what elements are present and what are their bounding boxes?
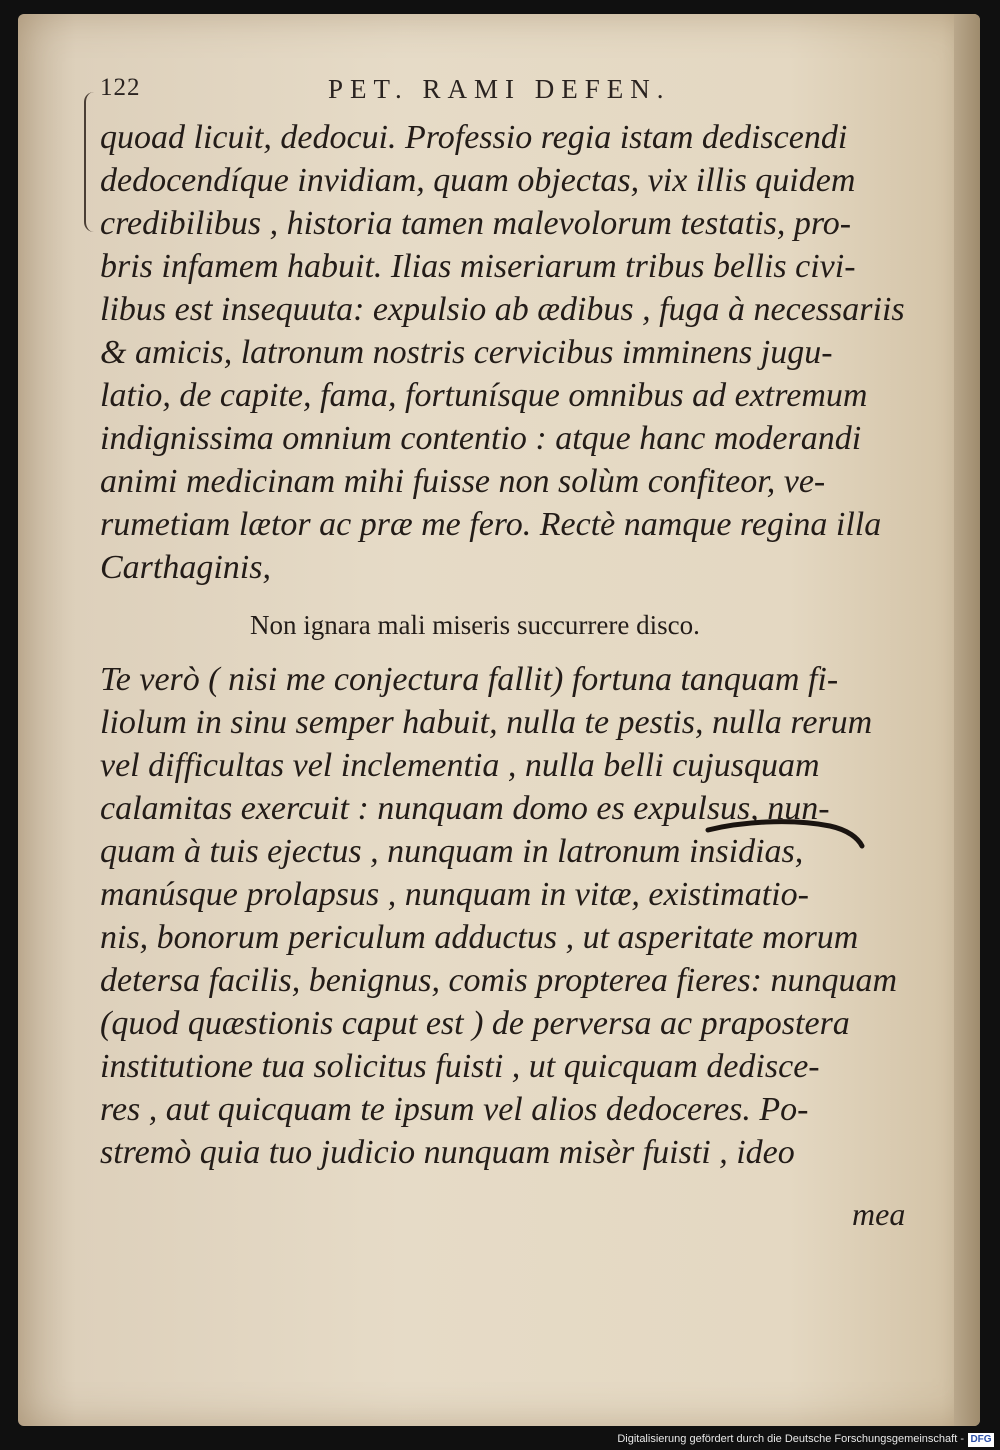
catchword: mea xyxy=(852,1196,906,1232)
text-line: Carthaginis, xyxy=(100,549,271,586)
text-line: dedocendíque invidiam, quam objectas, vix illis quidem xyxy=(100,162,856,199)
page-edge xyxy=(954,14,980,1426)
page-number: 122 xyxy=(100,74,141,101)
text-line: (quod quæstionis caput est ) de perversa ac prapostera xyxy=(100,1005,850,1042)
text-line: calamitas exercuit : nunquam domo es expulsus, nun- xyxy=(100,790,830,827)
footer-credit: Digitalisierung gefördert durch die Deutsche Forschungsgemeinschaft - xyxy=(617,1433,964,1445)
running-head: PET. RAMI DEFEN. xyxy=(328,74,671,104)
footer-bar xyxy=(0,1430,1000,1450)
text-line: stremò quia tuo judicio nunquam misèr fuisti , ideo xyxy=(100,1134,795,1171)
text-line: manúsque prolapsus , nunquam in vitæ, existimatio- xyxy=(100,876,809,913)
text-line: libus est insequuta: expulsio ab ædibus , fuga à necessariis xyxy=(100,291,905,328)
text-line: & amicis, latronum nostris cervicibus imminens jugu- xyxy=(100,334,833,371)
text-line: quoad licuit, dedocui. Professio regia istam dediscendi xyxy=(100,119,848,156)
text-line: res , aut quicquam te ipsum vel alios dedoceres. Po- xyxy=(100,1091,809,1128)
text-line: Te verò ( nisi me conjectura fallit) fortuna tanquam fi- xyxy=(100,661,839,698)
text-line: liolum in sinu semper habuit, nulla te pestis, nulla rerum xyxy=(100,704,873,741)
text-line: nis, bonorum periculum adductus , ut asperitate morum xyxy=(100,919,859,956)
text-line: vel difficultas vel inclementia , nulla belli cujusquam xyxy=(100,747,820,784)
dfg-logo-icon: DFG xyxy=(968,1433,994,1447)
text-line: detersa facilis, benignus, comis propterea fieres: nunquam xyxy=(100,962,898,999)
text-line: institutione tua solicitus fuisti , ut quicquam dedisce- xyxy=(100,1048,820,1085)
ink-strikethrough-mark xyxy=(700,808,870,858)
text-line: latio, de capite, fama, fortunísque omnibus ad extremum xyxy=(100,377,868,414)
text-block-upper xyxy=(100,116,930,589)
text-line: indignissima omnium contentio : atque hanc moderandi xyxy=(100,420,862,457)
text-line: rumetiam lætor ac præ me fero. Rectè namque regina illa xyxy=(100,506,882,543)
text-line: bris infamem habuit. Ilias miseriarum tribus bellis civi- xyxy=(100,248,856,285)
text-block-lower xyxy=(100,658,930,1174)
text-line: credibilibus , historia tamen malevolorum testatis, pro- xyxy=(100,205,852,242)
text-line: quam à tuis ejectus , nunquam in latronum insidias, xyxy=(100,833,804,870)
verse-quotation: Non ignara mali miseris succurrere disco. xyxy=(250,610,700,640)
page-header xyxy=(100,74,920,110)
text-line: animi medicinam mihi fuisse non solùm confiteor, ve- xyxy=(100,463,826,500)
